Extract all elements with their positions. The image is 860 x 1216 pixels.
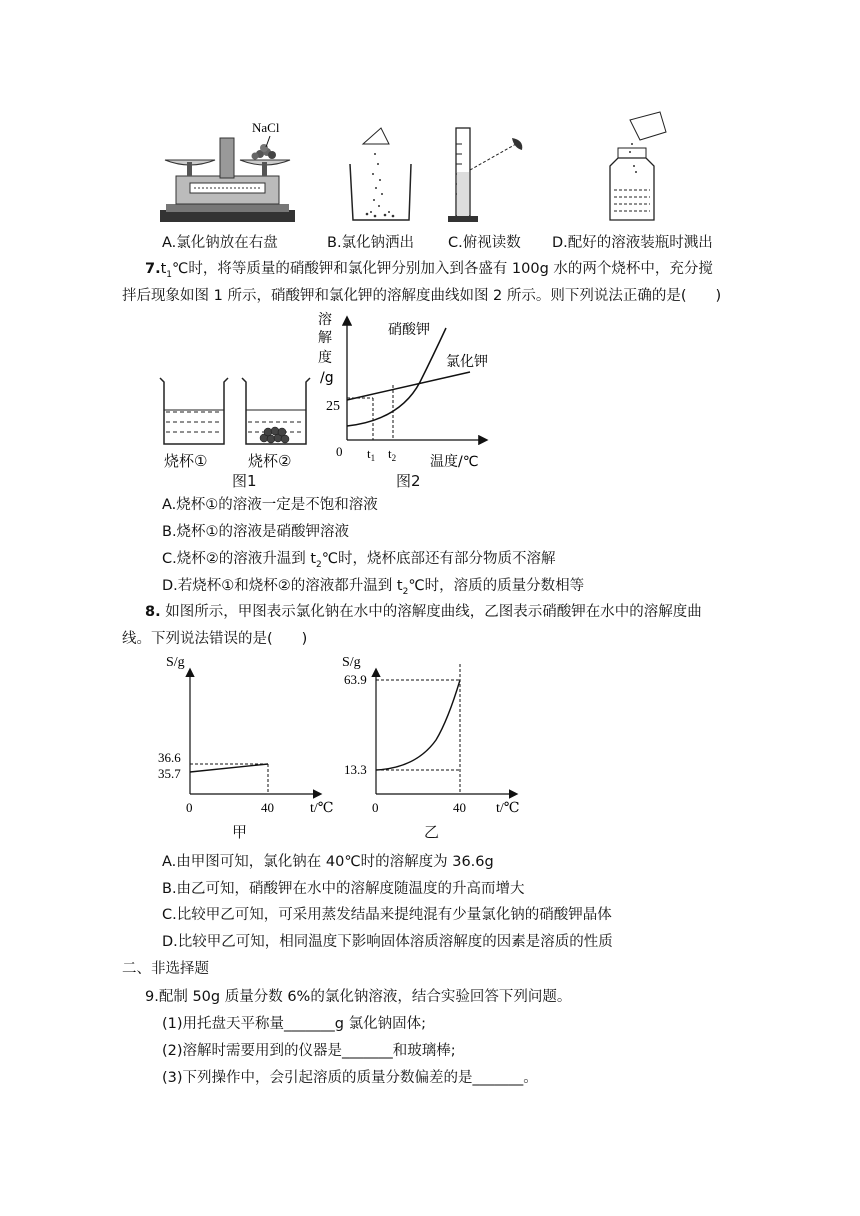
q8-option-b: B.由乙可知，硝酸钾在水中的溶解度随温度的升高而增大	[162, 881, 525, 897]
jia-x-tick: 40	[261, 800, 274, 815]
q9-part3: (3)下列操作中，会引起溶质的质量分数偏差的是_______。	[162, 1070, 538, 1086]
series-kcl-line	[347, 372, 470, 400]
q7-number: 7.	[145, 261, 161, 277]
q7-option-d: D.若烧杯①和烧杯②的溶液都升温到 $t_2℃$时，溶质的质量分数相等	[162, 578, 585, 597]
x-tick-t1: $t_1$	[367, 446, 376, 463]
x-axis-label: 温度/℃	[430, 454, 479, 470]
fig2-label: 图2	[396, 472, 421, 490]
ylabel-1: 溶	[318, 312, 332, 328]
q6-label-b: B.氯化钠洒出	[327, 235, 415, 251]
q8-option-d: D.比较甲乙可知，相同温度下影响固体溶质溶解度的因素是溶质的性质	[162, 934, 613, 950]
fig1-label: 图1	[232, 472, 257, 490]
series-kcl-label: 氯化钾	[446, 354, 488, 370]
q6-label-c: C.俯视读数	[448, 235, 521, 251]
beaker-2-label: 烧杯②	[248, 452, 292, 470]
jia-y-tick-high: 36.6	[158, 750, 181, 765]
q7-stem-line2: 拌后现象如图 1 所示，硝酸钾和氯化钾的溶解度曲线如图 2 所示。则下列说法正确的是( )	[122, 288, 722, 304]
q8-number: 8.	[145, 604, 161, 620]
q7-option-a: A.烧杯①的溶液一定是不饱和溶液	[162, 497, 378, 513]
section-title: 二、非选择题	[122, 961, 209, 977]
chart-jia-name: 甲	[232, 823, 248, 841]
jia-series-line	[190, 764, 268, 772]
q9-stem: 9.配制 50g 质量分数 6%的氯化钠溶液，结合实验回答下列问题。	[145, 989, 572, 1005]
q7-option-c: C.烧杯②的溶液升温到 $t_2℃$时，烧杯底部还有部分物质不溶解	[162, 551, 556, 570]
q6-figures	[0, 110, 860, 230]
yi-xlabel: t/℃	[496, 801, 520, 816]
y-tick-25: 25	[326, 399, 340, 414]
q8-option-c: C.比较甲乙可知，可采用蒸发结晶来提纯混有少量氯化钠的硝酸钾晶体	[162, 907, 612, 923]
beaker-1	[158, 376, 230, 448]
chart-jia-nacl	[150, 650, 340, 820]
jia-ylabel: S/g	[166, 655, 185, 670]
series-kno3-label: 硝酸钾	[388, 322, 430, 338]
cylinder-figure	[448, 124, 533, 224]
ylabel-3: 度	[318, 350, 332, 366]
q8-stem-line1: 8. 如图所示，甲图表示氯化钠在水中的溶解度曲线，乙图表示硝酸钾在水中的溶解度曲	[145, 604, 702, 620]
chart-yi-name: 乙	[424, 823, 440, 841]
beaker-1-label: 烧杯①	[164, 452, 208, 470]
ylabel-4: /g	[320, 370, 334, 386]
jia-xlabel: t/℃	[310, 801, 334, 816]
x-tick-t2: $t_2$	[388, 446, 397, 463]
q8-stem-line2: 线。下列说法错误的是( )	[122, 631, 308, 647]
jia-y-tick-low: 35.7	[158, 766, 181, 781]
q8-option-a: A.由甲图可知，氯化钠在 40℃时的溶解度为 36.6g	[162, 854, 494, 870]
chart-yi-kno3	[336, 650, 536, 820]
bottle-figure	[600, 110, 690, 225]
yi-y-tick-high: 63.9	[344, 672, 367, 687]
jia-origin: 0	[186, 800, 193, 815]
balance-figure	[160, 118, 295, 228]
q6-label-a: A.氯化钠放在右盘	[162, 235, 278, 251]
ylabel-2: 解	[318, 330, 332, 346]
yi-x-tick: 40	[453, 800, 466, 815]
spill-figure	[345, 124, 415, 224]
yi-series-line	[376, 680, 460, 770]
origin-label: 0	[336, 444, 343, 459]
series-kno3-line	[347, 328, 446, 426]
yi-ylabel: S/g	[342, 655, 361, 670]
solubility-chart-fig2	[310, 310, 500, 470]
q7-option-b: B.烧杯①的溶液是硝酸钾溶液	[162, 524, 350, 540]
q9-part2: (2)溶解时需要用到的仪器是_______和玻璃棒;	[162, 1043, 456, 1059]
yi-origin: 0	[372, 800, 379, 815]
nacl-label: NaCl	[252, 120, 280, 135]
beaker-2	[240, 376, 312, 448]
yi-y-tick-low: 13.3	[344, 762, 367, 777]
q9-part1: (1)用托盘天平称量_______g 氯化钠固体;	[162, 1016, 426, 1032]
q7-stem-line1: $7.t_1℃$时，将等质量的硝酸钾和氯化钾分别加入到各盛有 100g 水的两个烧杯中，充分搅	[145, 261, 713, 280]
q6-label-d: D.配好的溶液装瓶时溅出	[552, 235, 713, 251]
